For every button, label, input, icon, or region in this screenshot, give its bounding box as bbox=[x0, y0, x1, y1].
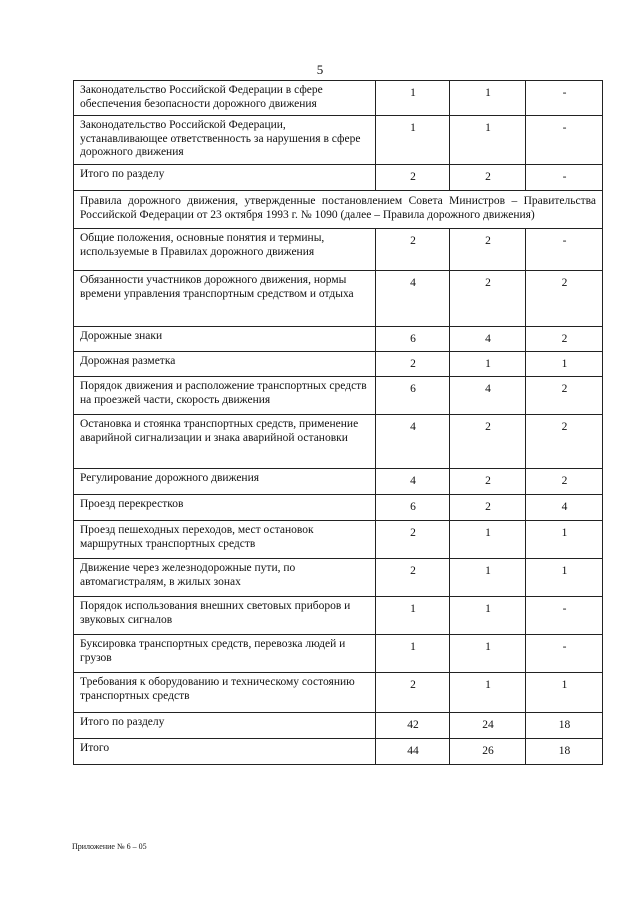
page-number: 5 bbox=[316, 62, 324, 77]
table-row bbox=[74, 352, 603, 377]
row-label: Буксировка транспортных средств, перевозка людей и грузов bbox=[74, 635, 376, 673]
row-value-col2: 1 bbox=[450, 81, 526, 116]
row-value-col3: 2 bbox=[526, 469, 603, 495]
row-value-col1: 4 bbox=[376, 271, 450, 327]
table-section-bottom bbox=[74, 229, 603, 765]
row-value-col2: 26 bbox=[450, 739, 526, 765]
row-value-col3: 2 bbox=[526, 415, 603, 469]
row-label: Итого по разделу bbox=[74, 165, 376, 191]
row-value-col2: 4 bbox=[450, 377, 526, 415]
row-value-col1: 1 bbox=[376, 81, 450, 116]
row-value-col2: 4 bbox=[450, 327, 526, 352]
row-value-col2: 1 bbox=[450, 673, 526, 713]
row-value-col3: 18 bbox=[526, 739, 603, 765]
row-value-col1: 4 bbox=[376, 469, 450, 495]
row-value-col1: 6 bbox=[376, 377, 450, 415]
row-value-col3: 1 bbox=[526, 559, 603, 597]
row-label: Проезд пешеходных переходов, мест остановок маршрутных транспортных средств bbox=[74, 521, 376, 559]
row-label: Порядок движения и расположение транспортных средств на проезжей части, скорость движения bbox=[74, 377, 376, 415]
row-value-col3: - bbox=[526, 635, 603, 673]
row-value-col2: 1 bbox=[450, 597, 526, 635]
row-value-col1: 1 bbox=[376, 635, 450, 673]
row-label: Дорожная разметка bbox=[74, 352, 376, 377]
table-row bbox=[74, 415, 603, 469]
row-value-col1: 2 bbox=[376, 521, 450, 559]
row-value-col3: - bbox=[526, 597, 603, 635]
row-value-col3: - bbox=[526, 165, 603, 191]
row-label: Законодательство Российской Федерации, устанавливающее ответственность за нарушения в сфере дорожного движения bbox=[74, 116, 376, 165]
row-label: Регулирование дорожного движения bbox=[74, 469, 376, 495]
table-row bbox=[74, 521, 603, 559]
row-value-col2: 1 bbox=[450, 635, 526, 673]
row-value-col2: 1 bbox=[450, 116, 526, 165]
table-row bbox=[74, 229, 603, 271]
row-value-col1: 2 bbox=[376, 559, 450, 597]
table-row bbox=[74, 377, 603, 415]
row-value-col2: 2 bbox=[450, 495, 526, 521]
table-row bbox=[74, 271, 603, 327]
section-header-text: Правила дорожного движения, утвержденные постановлением Совета Министров – Правительства Российской Федерации от 23 октября 1993 г. № 1090 (далее – Правила дорожного движения) bbox=[74, 191, 603, 229]
row-value-col2: 2 bbox=[450, 229, 526, 271]
table-row bbox=[74, 673, 603, 713]
row-value-col1: 4 bbox=[376, 415, 450, 469]
table-row bbox=[74, 165, 603, 191]
table-row bbox=[74, 469, 603, 495]
row-value-col2: 2 bbox=[450, 469, 526, 495]
row-value-col3: 2 bbox=[526, 377, 603, 415]
row-value-col3: 2 bbox=[526, 327, 603, 352]
row-value-col3: 1 bbox=[526, 352, 603, 377]
table-row bbox=[74, 327, 603, 352]
table-row bbox=[74, 597, 603, 635]
row-label: Проезд перекрестков bbox=[74, 495, 376, 521]
row-value-col1: 2 bbox=[376, 165, 450, 191]
row-value-col1: 42 bbox=[376, 713, 450, 739]
row-value-col2: 1 bbox=[450, 352, 526, 377]
section-header-row bbox=[74, 191, 603, 229]
row-value-col1: 1 bbox=[376, 116, 450, 165]
row-label: Обязанности участников дорожного движения, нормы времени управления транспортным средством и отдыха bbox=[74, 271, 376, 327]
table-row bbox=[74, 495, 603, 521]
table-row bbox=[74, 739, 603, 765]
row-value-col3: - bbox=[526, 229, 603, 271]
row-label: Итого по разделу bbox=[74, 713, 376, 739]
table-row bbox=[74, 559, 603, 597]
row-value-col3: - bbox=[526, 116, 603, 165]
row-value-col3: 18 bbox=[526, 713, 603, 739]
row-value-col3: 1 bbox=[526, 521, 603, 559]
table-row bbox=[74, 81, 603, 116]
row-value-col3: 1 bbox=[526, 673, 603, 713]
row-label: Дорожные знаки bbox=[74, 327, 376, 352]
row-value-col1: 1 bbox=[376, 597, 450, 635]
table-row bbox=[74, 116, 603, 165]
table-row bbox=[74, 635, 603, 673]
row-value-col2: 24 bbox=[450, 713, 526, 739]
row-label: Законодательство Российской Федерации в сфере обеспечения безопасности дорожного движения bbox=[74, 81, 376, 116]
row-label: Требования к оборудованию и техническому состоянию транспортных средств bbox=[74, 673, 376, 713]
row-value-col3: 2 bbox=[526, 271, 603, 327]
row-label: Порядок использования внешних световых приборов и звуковых сигналов bbox=[74, 597, 376, 635]
footer-note: Приложение № 6 – 05 bbox=[72, 842, 147, 851]
table-section-header bbox=[74, 191, 603, 229]
row-label: Итого bbox=[74, 739, 376, 765]
row-label: Движение через железнодорожные пути, по автомагистралям, в жилых зонах bbox=[74, 559, 376, 597]
row-value-col2: 1 bbox=[450, 521, 526, 559]
row-value-col1: 44 bbox=[376, 739, 450, 765]
row-label: Общие положения, основные понятия и термины, используемые в Правилах дорожного движения bbox=[74, 229, 376, 271]
row-value-col1: 2 bbox=[376, 673, 450, 713]
row-value-col2: 2 bbox=[450, 415, 526, 469]
row-value-col3: 4 bbox=[526, 495, 603, 521]
row-value-col2: 1 bbox=[450, 559, 526, 597]
table-row bbox=[74, 713, 603, 739]
row-label: Остановка и стоянка транспортных средств, применение аварийной сигнализации и знака аварийной остановки bbox=[74, 415, 376, 469]
row-value-col2: 2 bbox=[450, 165, 526, 191]
curriculum-table bbox=[73, 80, 603, 765]
row-value-col3: - bbox=[526, 81, 603, 116]
row-value-col1: 6 bbox=[376, 495, 450, 521]
row-value-col1: 2 bbox=[376, 229, 450, 271]
table-section-top bbox=[74, 81, 603, 191]
row-value-col1: 2 bbox=[376, 352, 450, 377]
row-value-col1: 6 bbox=[376, 327, 450, 352]
row-value-col2: 2 bbox=[450, 271, 526, 327]
